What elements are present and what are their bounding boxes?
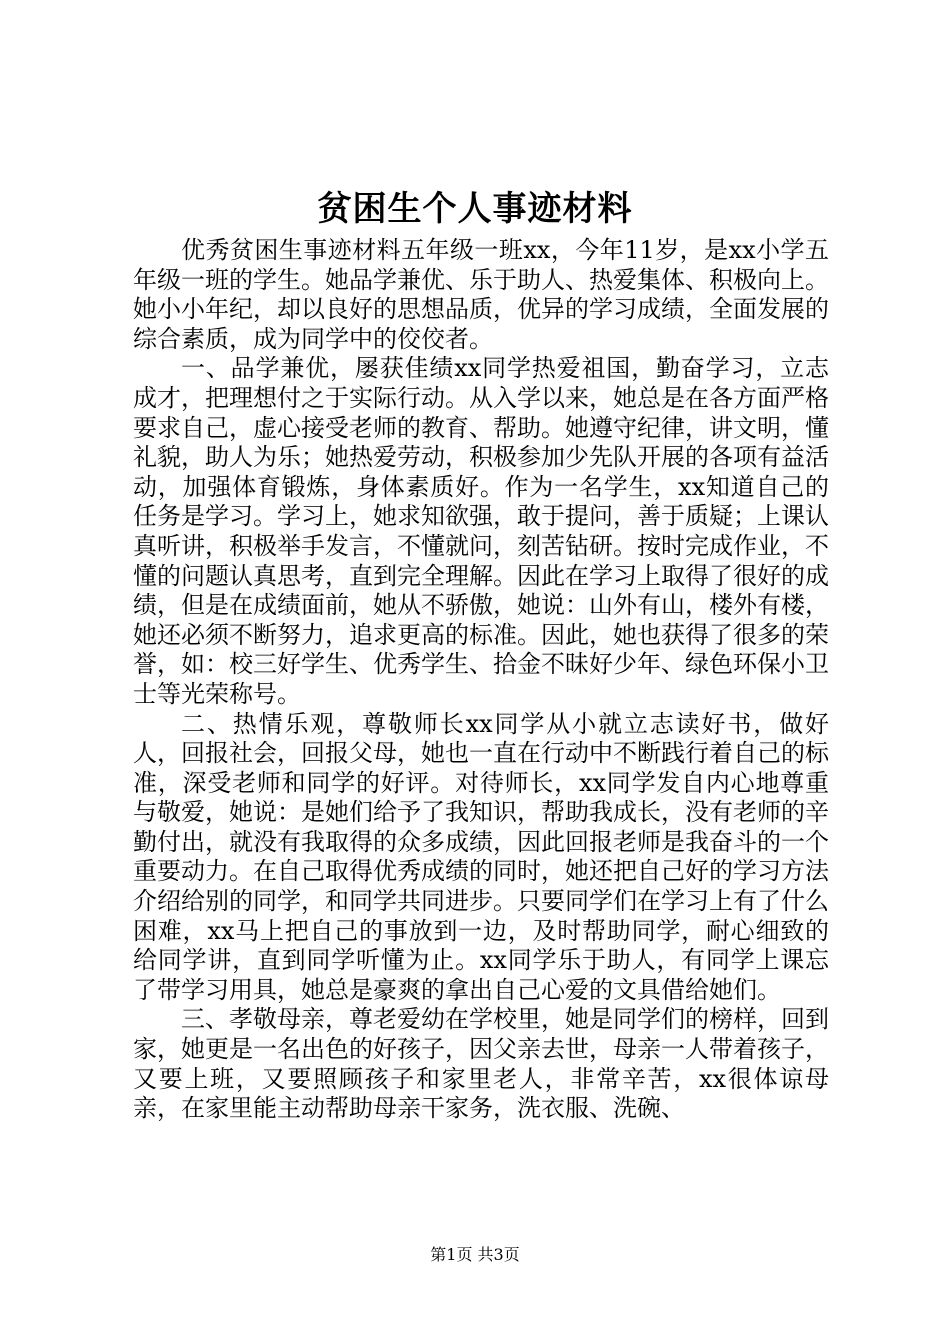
page-indicator: 第1页 共3页 xyxy=(430,1245,520,1264)
paragraph-section-3: 三、孝敬母亲，尊老爱幼在学校里，她是同学们的榜样，回到家，她更是一名出色的好孩子，因父亲去世，母亲一人带着孩子，又要上班，又要照顾孩子和家里老人，非常辛苦，xx很体谅母亲，在家里能主动帮助母亲干家务，洗衣服、洗碗、 xyxy=(133,1005,829,1123)
paragraph-section-2: 二、热情乐观，尊敬师长xx同学从小就立志读好书，做好人，回报社会，回报父母，她也一直在行动中不断践行着自己的标准，深受老师和同学的好评。对待师长，xx同学发自内心地尊重与敬爱，她说：是她们给予了我知识，帮助我成长，没有老师的辛勤付出，就没有我取得的众多成绩，因此回报老师是我奋斗的一个重要动力。在自己取得优秀成绩的同时，她还把自己好的学习方法介绍给别的同学，和同学共同进步。只要同学们在学习上有了什么困难，xx马上把自己的事放到一边，及时帮助同学，耐心细致的给同学讲，直到同学听懂为止。xx同学乐于助人，有同学上课忘了带学习用具，她总是豪爽的拿出自己心爱的文具借给她们。 xyxy=(133,709,829,1004)
document-title: 贫困生个人事迹材料 xyxy=(317,189,633,229)
paragraph-section-1: 一、品学兼优，屡获佳绩xx同学热爱祖国，勤奋学习，立志成才，把理想付之于实际行动。从入学以来，她总是在各方面严格要求自己，虚心接受老师的教育、帮助。她遵守纪律，讲文明，懂礼貌，助人为乐；她热爱劳动，积极参加少先队开展的各项有益活动，加强体育锻炼，身体素质好。作为一名学生，xx知道自己的任务是学习。学习上，她求知欲强，敢于提问，善于质疑；上课认真听讲，积极举手发言，不懂就问，刻苦钻研。按时完成作业，不懂的问题认真思考，直到完全理解。因此在学习上取得了很好的成绩，但是在成绩面前，她从不骄傲，她说：山外有山，楼外有楼，她还必须不断努力，追求更高的标准。因此，她也获得了很多的荣誉，如：校三好学生、优秀学生、拾金不昧好少年、绿色环保小卫士等光荣称号。 xyxy=(133,354,829,708)
paragraph-intro: 优秀贫困生事迹材料五年级一班xx，今年11岁，是xx小学五年级一班的学生。她品学兼优、乐于助人、热爱集体、积极向上。她小小年纪，却以良好的思想品质，优异的学习成绩，全面发展的综合素质，成为同学中的佼佼者。 xyxy=(133,236,829,353)
document-body xyxy=(133,236,829,1124)
